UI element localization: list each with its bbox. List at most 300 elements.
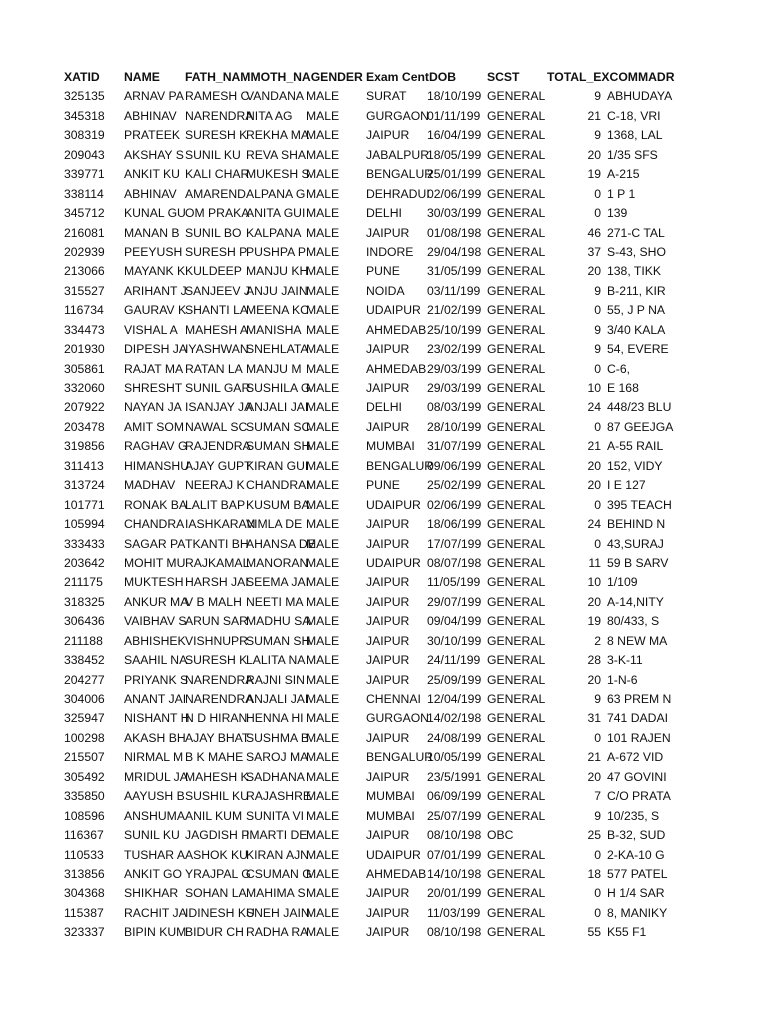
cell-scst: GENERAL <box>487 517 546 532</box>
cell-total-exp: 9 <box>594 322 601 337</box>
cell-xatid: 334473 <box>64 322 105 337</box>
cell-comm-addr: 59 B SARV <box>607 555 669 570</box>
table-row <box>0 923 768 942</box>
cell-dob: 07/01/199 <box>427 847 482 862</box>
cell-gender: MALE <box>306 808 340 823</box>
cell-comm-addr: 271-C TAL <box>607 225 665 240</box>
cell-total-exp: 28 <box>587 653 601 668</box>
cell-gender: MALE <box>306 478 340 493</box>
cell-comm-addr: 577 PATEL <box>607 866 668 881</box>
cell-dob: 29/04/198 <box>427 244 482 259</box>
cell-dob: 29/07/199 <box>427 594 482 609</box>
cell-name: MAYANK K <box>124 264 186 279</box>
cell-moth-name: MEENA KC <box>246 303 309 318</box>
cell-total-exp: 0 <box>594 536 601 551</box>
cell-name: BIPIN KUM <box>124 925 187 940</box>
table-row <box>0 671 768 690</box>
cell-fath-name: SUNIL BO <box>185 225 242 240</box>
cell-fath-name: YRAJPAL G <box>185 866 251 881</box>
cell-scst: GENERAL <box>487 167 546 182</box>
cell-scst: GENERAL <box>487 89 546 104</box>
cell-moth-name: ANITA GUI <box>246 206 306 221</box>
header-cell-xatid: XATID <box>64 70 100 84</box>
table-row <box>0 515 768 534</box>
cell-exam-centre: JAIPUR <box>366 225 410 240</box>
cell-moth-name: MADHU SA <box>246 614 311 629</box>
cell-gender: MALE <box>306 633 340 648</box>
cell-total-exp: 19 <box>587 167 601 182</box>
cell-total-exp: 9 <box>594 342 601 357</box>
cell-xatid: 304368 <box>64 886 105 901</box>
cell-dob: 09/04/199 <box>427 614 482 629</box>
cell-dob: 20/01/199 <box>427 886 482 901</box>
cell-gender: MALE <box>306 264 340 279</box>
cell-fath-name: SURESH K <box>185 653 248 668</box>
cell-fath-name: IYASHWAN <box>185 342 249 357</box>
table-row <box>0 437 768 456</box>
cell-exam-centre: AHMEDAB <box>366 322 427 337</box>
cell-fath-name: NARENDRA <box>185 692 254 706</box>
cell-fath-name: NEERAJ K <box>185 478 245 493</box>
cell-exam-centre: MUMBAI <box>366 789 415 804</box>
cell-exam-centre: BENGALUR <box>366 750 434 765</box>
cell-exam-centre: JAIPUR <box>366 614 410 629</box>
cell-scst: GENERAL <box>487 400 546 415</box>
table-row <box>0 398 768 417</box>
cell-name: VISHAL A <box>124 322 178 337</box>
cell-name: SHIKHAR <box>124 886 179 901</box>
cell-xatid: 305861 <box>64 361 105 376</box>
cell-exam-centre: DEHRADUI <box>366 186 430 201</box>
cell-moth-name: AHANSA DE <box>246 536 316 551</box>
cell-comm-addr: C-18, VRI <box>607 108 661 123</box>
cell-xatid: 203478 <box>64 419 105 434</box>
cell-dob: 14/02/198 <box>427 711 482 726</box>
cell-xatid: 211175 <box>64 575 103 590</box>
cell-gender: MALE <box>306 692 340 706</box>
table-row <box>0 496 768 515</box>
table-row <box>0 282 768 301</box>
cell-xatid: 203642 <box>64 555 105 570</box>
cell-comm-addr: 87 GEEJGA <box>607 419 674 434</box>
cell-total-exp: 0 <box>594 497 601 512</box>
cell-moth-name: KALPANA <box>246 225 302 240</box>
cell-fath-name: TKANTI BH <box>185 536 249 551</box>
cell-total-exp: 9 <box>594 808 601 823</box>
cell-comm-addr: 2-KA-10 G <box>607 847 665 862</box>
cell-fath-name: SURESH K <box>185 128 248 143</box>
header-cell-scst: SCST <box>487 70 520 84</box>
cell-scst: GENERAL <box>487 497 546 512</box>
cell-total-exp: 21 <box>587 108 601 123</box>
cell-name: ABHINAV <box>124 108 177 123</box>
cell-exam-centre: DELHI <box>366 206 402 221</box>
cell-moth-name: RAJNI SIN <box>246 672 305 687</box>
cell-gender: MALE <box>306 866 340 881</box>
cell-fath-name: RAJKAMAL <box>185 555 250 570</box>
cell-total-exp: 9 <box>594 692 601 706</box>
cell-fath-name: MAHESH A <box>185 322 248 337</box>
cell-name: PEEYUSH <box>124 244 183 259</box>
cell-exam-centre: UDAIPUR <box>366 847 421 862</box>
cell-moth-name: SUMAN SH <box>246 439 311 454</box>
cell-fath-name: ARUN SAR <box>185 614 248 629</box>
cell-name: NISHANT H <box>124 711 190 726</box>
table-row <box>0 476 768 495</box>
cell-gender: MALE <box>306 147 340 162</box>
cell-total-exp: 20 <box>587 672 601 687</box>
cell-moth-name: RADHA RA <box>246 925 309 940</box>
cell-gender: MALE <box>306 361 340 376</box>
cell-scst: GENERAL <box>487 847 546 862</box>
cell-exam-centre: JAIPUR <box>366 594 410 609</box>
cell-moth-name: SNEHLATA <box>246 342 309 357</box>
cell-gender: MALE <box>306 186 340 201</box>
cell-total-exp: 24 <box>587 400 601 415</box>
table-row <box>0 787 768 806</box>
cell-comm-addr: 10/235, S <box>607 808 660 823</box>
table-row <box>0 651 768 670</box>
cell-name: ANKIT KU <box>124 167 180 182</box>
cell-exam-centre: PUNE <box>366 264 400 279</box>
table-row <box>0 457 768 476</box>
cell-gender: MALE <box>306 419 340 434</box>
cell-moth-name: MAHIMA S <box>246 886 306 901</box>
cell-moth-name: ALPANA G <box>246 186 306 201</box>
cell-xatid: 338114 <box>64 186 104 201</box>
cell-total-exp: 20 <box>587 594 601 609</box>
cell-gender: MALE <box>306 108 340 123</box>
cell-gender: MALE <box>306 653 340 668</box>
cell-gender: MALE <box>306 167 340 182</box>
cell-moth-name: VIMLA DE <box>246 517 303 532</box>
cell-total-exp: 25 <box>587 828 601 843</box>
cell-moth-name: KIRAN AJN <box>246 847 309 862</box>
cell-gender: MALE <box>306 244 340 259</box>
cell-name: ANSHUMA <box>124 808 185 823</box>
cell-comm-addr: A-215 <box>607 167 640 182</box>
cell-fath-name: AJAY BHAT <box>185 730 250 745</box>
table-row <box>0 632 768 651</box>
cell-moth-name: MANJU KH <box>246 264 309 279</box>
cell-dob: 25/09/199 <box>427 672 482 687</box>
cell-xatid: 315527 <box>64 283 105 298</box>
cell-comm-addr: 1368, LAL <box>607 128 663 143</box>
table-row <box>0 535 768 554</box>
cell-scst: OBC <box>487 828 514 843</box>
cell-exam-centre: AHMEDAB <box>366 361 427 376</box>
cell-xatid: 211188 <box>64 633 103 648</box>
cell-xatid: 308319 <box>64 128 105 143</box>
cell-gender: MALE <box>306 828 340 843</box>
cell-total-exp: 0 <box>594 847 601 862</box>
cell-name: MUKTESH <box>124 575 184 590</box>
cell-moth-name: NEETI MA <box>246 594 304 609</box>
cell-total-exp: 21 <box>587 750 601 765</box>
cell-scst: GENERAL <box>487 458 546 473</box>
cell-moth-name: SNEH JAIN <box>246 905 310 920</box>
cell-scst: GENERAL <box>487 128 546 143</box>
cell-name: MADHAV <box>124 478 176 493</box>
cell-moth-name: LALITA NA <box>246 653 306 668</box>
cell-xatid: 202939 <box>64 244 105 259</box>
cell-name: SUNIL KU <box>124 828 180 843</box>
cell-xatid: 207922 <box>64 400 105 415</box>
cell-gender: MALE <box>306 594 340 609</box>
cell-fath-name: B K MAHE <box>185 750 244 765</box>
cell-name: MRIDUL JA <box>124 769 188 784</box>
cell-scst: GENERAL <box>487 886 546 901</box>
cell-fath-name: SUNIL GAR <box>185 381 251 395</box>
cell-moth-name: MUKESH S <box>246 167 310 182</box>
cell-fath-name: SOHAN LA <box>185 886 247 901</box>
cell-total-exp: 20 <box>587 147 601 162</box>
cell-exam-centre: MUMBAI <box>366 439 415 454</box>
spreadsheet <box>0 68 768 948</box>
cell-gender: MALE <box>306 303 340 318</box>
cell-name: RONAK BA <box>124 497 187 512</box>
cell-xatid: 101771 <box>64 497 105 512</box>
cell-comm-addr: S-43, SHO <box>607 244 666 259</box>
cell-comm-addr: 448/23 BLU <box>607 400 672 415</box>
cell-scst: GENERAL <box>487 692 546 706</box>
cell-total-exp: 20 <box>587 478 601 493</box>
cell-gender: MALE <box>306 886 340 901</box>
cell-gender: MALE <box>306 400 340 415</box>
table-row <box>0 884 768 903</box>
cell-name: NIRMAL M <box>124 750 184 765</box>
cell-moth-name: ANJALI JAI <box>246 692 309 706</box>
cell-gender: MALE <box>306 439 340 454</box>
cell-name: NAYAN JA <box>124 400 182 415</box>
table-row <box>0 418 768 437</box>
cell-comm-addr: 1 P 1 <box>607 186 636 201</box>
cell-scst: GENERAL <box>487 147 546 162</box>
cell-exam-centre: JAIPUR <box>366 575 410 590</box>
cell-name: MANAN B <box>124 225 180 240</box>
cell-exam-centre: CHENNAI <box>366 692 421 706</box>
cell-gender: MALE <box>306 555 340 570</box>
cell-total-exp: 10 <box>587 381 601 395</box>
cell-moth-name: SEEMA JAI <box>246 575 309 590</box>
cell-dob: 01/11/199 <box>427 108 481 123</box>
cell-exam-centre: DELHI <box>366 400 402 415</box>
cell-fath-name: KALI CHAR <box>185 167 250 182</box>
table-row <box>0 709 768 728</box>
cell-comm-addr: 139 <box>607 206 628 221</box>
cell-comm-addr: 138, TIKK <box>607 264 661 279</box>
cell-fath-name: MAHESH K <box>185 769 249 784</box>
cell-gender: MALE <box>306 497 340 512</box>
cell-fath-name: N D HIRAN <box>185 711 248 726</box>
cell-dob: 31/05/199 <box>427 264 482 279</box>
cell-exam-centre: UDAIPUR <box>366 555 421 570</box>
cell-dob: 18/05/199 <box>427 147 482 162</box>
cell-gender: MALE <box>306 789 340 804</box>
table-row <box>0 243 768 262</box>
cell-scst: GENERAL <box>487 866 546 881</box>
cell-total-exp: 20 <box>587 458 601 473</box>
cell-moth-name: SADHANA <box>246 769 305 784</box>
cell-gender: MALE <box>306 925 340 940</box>
cell-moth-name: KIRAN GUI <box>246 458 309 473</box>
cell-exam-centre: JAIPUR <box>366 769 410 784</box>
cell-exam-centre: BENGALUR <box>366 458 434 473</box>
table-row <box>0 612 768 631</box>
cell-xatid: 215507 <box>64 750 105 765</box>
cell-scst: GENERAL <box>487 672 546 687</box>
cell-gender: MALE <box>306 575 340 590</box>
cell-name: PRIYANK S <box>124 672 189 687</box>
cell-name: AMIT SOM <box>124 419 185 434</box>
cell-scst: GENERAL <box>487 108 546 123</box>
cell-total-exp: 24 <box>587 517 601 532</box>
cell-scst: GENERAL <box>487 283 546 298</box>
cell-moth-name: CSUMAN G <box>246 866 312 881</box>
cell-xatid: 323337 <box>64 925 105 940</box>
cell-dob: 08/10/198 <box>427 828 482 843</box>
cell-gender: MALE <box>306 206 340 221</box>
header-cell-fath-moth-gender: FATH_NAMMOTH_NAGENDER <box>185 70 363 84</box>
cell-name: AKSHAY S <box>124 147 184 162</box>
cell-name: ANKUR MA <box>124 594 189 609</box>
cell-comm-addr: H 1/4 SAR <box>607 886 665 901</box>
cell-exam-centre: GURGAON <box>366 108 429 123</box>
cell-dob: 09/06/199 <box>427 458 482 473</box>
cell-xatid: 318325 <box>64 594 105 609</box>
cell-total-exp: 19 <box>587 614 601 629</box>
cell-dob: 28/10/199 <box>427 419 482 434</box>
cell-scst: GENERAL <box>487 361 546 376</box>
cell-name: AKASH BH <box>124 730 186 745</box>
cell-fath-name: OM PRAKA <box>185 206 250 221</box>
cell-comm-addr: 47 GOVINI <box>607 769 667 784</box>
cell-scst: GENERAL <box>487 264 546 279</box>
cell-comm-addr: 80/433, S <box>607 614 660 629</box>
cell-exam-centre: JAIPUR <box>366 730 410 745</box>
cell-fath-name: RAMESH C <box>185 89 250 104</box>
cell-scst: GENERAL <box>487 536 546 551</box>
cell-comm-addr: 8 NEW MA <box>607 633 668 648</box>
cell-scst: GENERAL <box>487 303 546 318</box>
cell-fath-name: IASHKARAN <box>185 517 256 532</box>
table-row <box>0 768 768 787</box>
cell-xatid: 116734 <box>64 303 104 318</box>
cell-dob: 10/05/199 <box>427 750 482 765</box>
cell-comm-addr: 43,SURAJ <box>607 536 664 551</box>
cell-dob: 30/03/199 <box>427 206 482 221</box>
cell-exam-centre: PUNE <box>366 478 400 493</box>
table-row <box>0 748 768 767</box>
cell-scst: GENERAL <box>487 322 546 337</box>
cell-gender: MALE <box>306 614 340 629</box>
cell-scst: GENERAL <box>487 711 546 726</box>
cell-moth-name: SAROJ MA <box>246 750 309 765</box>
cell-xatid: 335850 <box>64 789 105 804</box>
cell-gender: MALE <box>306 750 340 765</box>
cell-comm-addr: 101 RAJEN <box>607 730 671 745</box>
cell-xatid: 116367 <box>64 828 104 843</box>
table-row <box>0 107 768 126</box>
cell-moth-name: NITA AG <box>246 108 293 123</box>
cell-exam-centre: AHMEDAB <box>366 866 427 881</box>
cell-total-exp: 0 <box>594 905 601 920</box>
cell-gender: MALE <box>306 89 340 104</box>
cell-xatid: 313724 <box>64 478 105 493</box>
cell-fath-name: ISANJAY JA <box>185 400 253 415</box>
cell-name: ABHISHEK <box>124 633 186 648</box>
cell-total-exp: 46 <box>587 225 601 240</box>
cell-xatid: 345318 <box>64 108 105 123</box>
cell-exam-centre: JAIPUR <box>366 672 410 687</box>
cell-total-exp: 2 <box>594 633 601 648</box>
cell-comm-addr: 55, J P NA <box>607 303 666 318</box>
cell-scst: GENERAL <box>487 614 546 629</box>
cell-scst: GENERAL <box>487 730 546 745</box>
cell-dob: 12/04/199 <box>427 692 482 706</box>
cell-xatid: 311413 <box>64 458 104 473</box>
cell-comm-addr: A-14,NITY <box>607 594 664 609</box>
cell-xatid: 100298 <box>64 730 105 745</box>
cell-total-exp: 7 <box>594 789 601 804</box>
cell-name: PRATEEK <box>124 128 180 143</box>
cell-fath-name: ANIL KUM <box>185 808 243 823</box>
table-row <box>0 807 768 826</box>
cell-fath-name: AJAY GUPT <box>185 458 252 473</box>
cell-exam-centre: JAIPUR <box>366 419 410 434</box>
cell-xatid: 339771 <box>64 167 105 182</box>
cell-dob: 08/07/198 <box>427 555 482 570</box>
cell-name: AAYUSH B <box>124 789 185 804</box>
table-row <box>0 360 768 379</box>
cell-name: DIPESH JA <box>124 342 187 357</box>
cell-gender: MALE <box>306 905 340 920</box>
cell-gender: MALE <box>306 381 340 395</box>
cell-dob: 14/10/198 <box>427 866 482 881</box>
cell-xatid: 338452 <box>64 653 105 668</box>
cell-comm-addr: E 168 <box>607 381 639 395</box>
cell-xatid: 325135 <box>64 89 105 104</box>
cell-comm-addr: K55 F1 <box>607 925 647 940</box>
cell-gender: MALE <box>306 711 340 726</box>
cell-dob: 24/08/199 <box>427 730 482 745</box>
cell-gender: MALE <box>306 517 340 532</box>
cell-scst: GENERAL <box>487 381 546 395</box>
cell-comm-addr: C/O PRATA <box>607 789 671 804</box>
cell-fath-name: BIDUR CH <box>185 925 244 940</box>
cell-moth-name: MANJU M <box>246 361 302 376</box>
cell-name: ABHINAV <box>124 186 177 201</box>
cell-comm-addr: A-672 VID <box>607 750 664 765</box>
cell-dob: 08/10/198 <box>427 925 482 940</box>
cell-exam-centre: JAIPUR <box>366 828 410 843</box>
cell-name: RAGHAV G <box>124 439 188 454</box>
cell-xatid: 204277 <box>64 672 105 687</box>
cell-exam-centre: JAIPUR <box>366 517 410 532</box>
cell-gender: MALE <box>306 283 340 298</box>
cell-dob: 25/01/199 <box>427 167 482 182</box>
cell-name: SAAHIL NA <box>124 653 188 668</box>
cell-dob: 29/03/199 <box>427 381 482 395</box>
cell-total-exp: 9 <box>594 283 601 298</box>
cell-exam-centre: JAIPUR <box>366 653 410 668</box>
cell-moth-name: KUSUM BA <box>246 497 310 512</box>
cell-scst: GENERAL <box>487 808 546 823</box>
table-row <box>0 593 768 612</box>
table-row <box>0 204 768 223</box>
cell-moth-name: SUMAN SH <box>246 633 311 648</box>
cell-dob: 08/03/199 <box>427 400 482 415</box>
